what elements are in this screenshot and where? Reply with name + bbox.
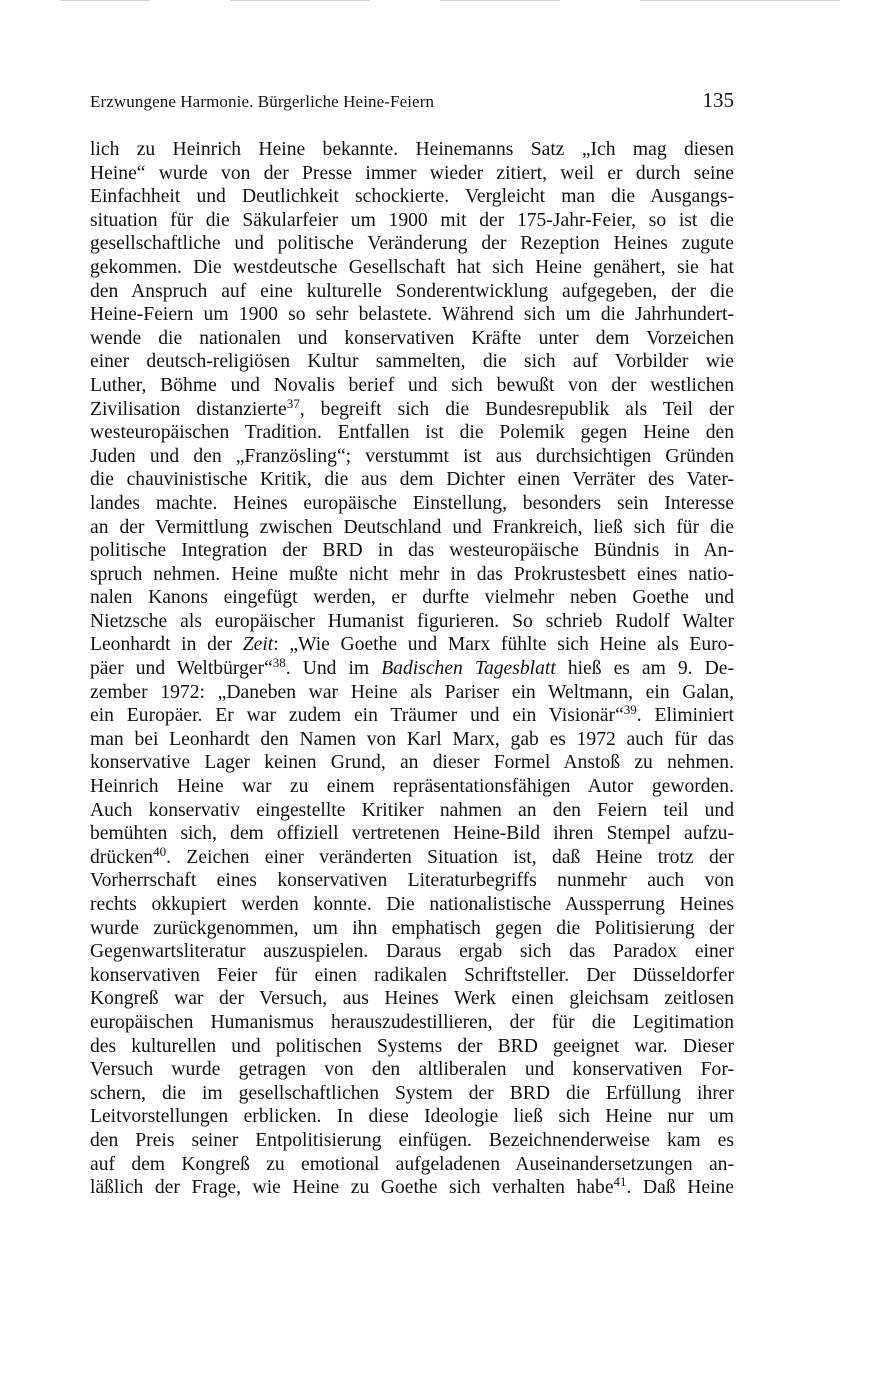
text-line bbox=[90, 704, 734, 728]
text-segment: : „Wie Goethe und Marx fühlte sich Heine als Euro- bbox=[273, 634, 734, 656]
text-segment: Versuch wurde getragen von den altliberalen und konservativen For- bbox=[90, 1059, 734, 1081]
footnote-marker: 40 bbox=[153, 843, 167, 859]
text-line bbox=[90, 633, 734, 657]
text-segment: europäischen Humanismus herauszudestillieren, der für die Legitimation bbox=[90, 1011, 734, 1033]
text-segment: Heine-Feiern um 1900 so sehr belastete. Während sich um die Jahrhundert- bbox=[90, 304, 734, 326]
text-segment: rechts okkupiert werden konnte. Die nationalistische Aussperrung Heines bbox=[90, 894, 734, 915]
text-segment: schern, die im gesellschaftlichen System der BRD die Erfüllung ihrer bbox=[90, 1082, 734, 1104]
text-segment: . Eliminiert bbox=[636, 705, 734, 727]
text-segment: gekommen. Die westdeutsche Gesellschaft hat sich Heine genähert, sie hat bbox=[90, 256, 734, 278]
text-segment: , begreift sich die Bundesrepublik als Teil der bbox=[299, 398, 734, 420]
top-scan-rule bbox=[640, 0, 840, 1]
text-segment: die chauvinistische Kritik, die aus dem Dichter einen Verräter des Vater- bbox=[90, 469, 734, 491]
text-segment: lich zu Heinrich Heine bekannte. Heinemanns Satz „Ich mag diesen bbox=[90, 139, 734, 160]
text-segment: des kulturellen und politischen Systems der BRD geeignet war. Dieser bbox=[90, 1035, 734, 1057]
text-line bbox=[90, 539, 734, 563]
text-line bbox=[90, 395, 734, 422]
footnote-marker: 41 bbox=[613, 1174, 627, 1190]
text-segment: den Preis seiner Entpolitisierung einfügen. Bezeichnenderweise kam es bbox=[90, 1129, 734, 1151]
text-segment: Luther, Böhme und Novalis berief und sich bewußt von der westlichen bbox=[90, 374, 734, 396]
text-line bbox=[90, 374, 734, 398]
text-line bbox=[90, 751, 734, 775]
top-scan-rule bbox=[440, 0, 560, 1]
text-line bbox=[90, 256, 734, 280]
text-line bbox=[90, 987, 734, 1011]
footnote-marker: 39 bbox=[623, 702, 637, 718]
text-segment: ein Europäer. Er war zudem ein Träumer und ein Visionär“ bbox=[90, 705, 624, 727]
text-segment: Auch konservativ eingestellte Kritiker nahmen an den Feiern teil und bbox=[90, 799, 734, 821]
text-line bbox=[90, 1058, 734, 1082]
text-segment: Juden und den „Französling“; verstummt ist aus durchsichtigen Gründen bbox=[90, 445, 734, 467]
text-segment: landes machte. Heines europäische Einstellung, besonders sein Interesse bbox=[90, 492, 734, 514]
text-segment: Leitvorstellungen erblicken. In diese Ideologie ließ sich Heine nur um bbox=[90, 1106, 734, 1128]
body-text bbox=[90, 138, 734, 1200]
text-line bbox=[90, 940, 734, 964]
text-line bbox=[90, 232, 734, 256]
text-line bbox=[90, 327, 734, 351]
text-segment: Nietzsche als europäischer Humanist figurieren. So schrieb Rudolf Walter bbox=[90, 610, 734, 632]
text-segment: drücken bbox=[90, 846, 154, 868]
text-segment: Heinrich Heine war zu einem repräsentationsfähigen Autor geworden. bbox=[90, 776, 734, 798]
text-line bbox=[90, 775, 734, 799]
text-line bbox=[90, 799, 734, 823]
text-segment: den Anspruch auf eine kulturelle Sonderentwicklung aufgegeben, der die bbox=[90, 280, 734, 302]
text-line bbox=[90, 822, 734, 846]
text-line bbox=[90, 964, 734, 988]
text-line bbox=[90, 468, 734, 492]
text-segment: nalen Kanons eingefügt werden, er durfte vielmehr neben Goethe und bbox=[90, 587, 734, 609]
text-segment: einer deutsch-religiösen Kultur sammelten, die sich auf Vorbilder wie bbox=[90, 351, 734, 373]
text-line bbox=[90, 1176, 734, 1200]
text-segment: auf dem Kongreß zu emotional aufgeladenen Auseinandersetzungen an- bbox=[90, 1153, 734, 1175]
text-line bbox=[90, 162, 734, 186]
text-line bbox=[90, 586, 734, 610]
text-line bbox=[90, 138, 734, 162]
text-line bbox=[90, 350, 734, 374]
text-line bbox=[90, 1035, 734, 1059]
text-segment: . Daß Heine bbox=[626, 1177, 735, 1199]
top-scan-rule bbox=[60, 0, 150, 1]
text-segment: konservative Lager keinen Grund, an dieser Formel Anstoß zu nehmen. bbox=[90, 752, 734, 774]
text-segment: spruch nehmen. Heine mußte nicht mehr in das Prokrustesbett eines natio- bbox=[90, 563, 734, 585]
text-segment: päer und Weltbürger“ bbox=[90, 658, 273, 680]
text-line bbox=[90, 280, 734, 304]
text-segment: zember 1972: „Daneben war Heine als Pariser ein Weltmann, ein Galan, bbox=[90, 681, 734, 703]
text-line bbox=[90, 303, 734, 327]
text-line bbox=[90, 610, 734, 634]
text-line bbox=[90, 1153, 734, 1177]
text-line bbox=[90, 445, 734, 469]
text-segment: man bei Leonhardt den Namen von Karl Marx, gab es 1972 auch für das bbox=[90, 728, 734, 750]
text-line bbox=[90, 492, 734, 516]
text-line bbox=[90, 843, 734, 870]
text-segment: . Und im bbox=[285, 658, 382, 680]
text-line bbox=[90, 1011, 734, 1035]
text-segment: Heine“ wurde von der Presse immer wieder zitiert, weil er durch seine bbox=[90, 162, 734, 184]
text-segment: Einfachheit und Deutlichkeit schockierte. Vergleicht man die Ausgangs- bbox=[90, 186, 734, 208]
text-segment: Kongreß war der Versuch, aus Heines Werk einen gleichsam zeitlosen bbox=[90, 988, 734, 1010]
footnote-marker: 37 bbox=[286, 395, 300, 411]
text-line bbox=[90, 1129, 734, 1153]
text-segment: Gegenwartsliteratur auszuspielen. Daraus ergab sich das Paradox einer bbox=[90, 941, 734, 963]
text-line bbox=[90, 563, 734, 587]
text-line bbox=[90, 421, 734, 445]
text-segment: Vorherrschaft eines konservativen Literaturbegriffs nunmehr auch von bbox=[90, 870, 734, 892]
text-line bbox=[90, 185, 734, 209]
footnote-marker: 38 bbox=[272, 655, 286, 671]
italic-title: Zeit bbox=[242, 634, 274, 656]
text-line bbox=[90, 869, 734, 893]
text-segment: gesellschaftliche und politische Veränderung der Rezeption Heines zugute bbox=[90, 233, 734, 255]
text-segment: bemühten sich, dem offiziell vertretenen Heine-Bild ihren Stempel aufzu- bbox=[90, 823, 734, 845]
text-segment: hieß es am 9. De- bbox=[555, 658, 734, 680]
text-segment: Zivilisation distanzierte bbox=[90, 398, 287, 420]
top-scan-rule bbox=[230, 0, 370, 1]
text-segment: läßlich der Frage, wie Heine zu Goethe sich verhalten habe bbox=[90, 1177, 614, 1199]
italic-title: Badischen Tagesblatt bbox=[381, 658, 556, 680]
text-segment: situation für die Säkularfeier um 1900 mit der 175-Jahr-Feier, so ist die bbox=[90, 209, 734, 231]
text-segment: . Zeichen einer veränderten Situation ist, daß Heine trotz der bbox=[166, 846, 734, 868]
text-line bbox=[90, 209, 734, 233]
text-segment: Leonhardt in der bbox=[90, 634, 243, 656]
text-segment: wende die nationalen und konservativen Kräfte unter dem Vorzeichen bbox=[90, 327, 734, 349]
running-head: Erzwungene Harmonie. Bürgerliche Heine-Feiern bbox=[90, 92, 435, 111]
page-header bbox=[90, 88, 734, 118]
text-segment: an der Vermittlung zwischen Deutschland und Frankreich, ließ sich für die bbox=[90, 516, 734, 538]
page-number: 135 bbox=[702, 88, 734, 112]
text-line bbox=[90, 917, 734, 941]
text-segment: wurde zurückgenommen, um ihn emphatisch gegen die Politisierung der bbox=[90, 917, 734, 939]
text-line bbox=[90, 1082, 734, 1106]
text-segment: konservativen Feier für einen radikalen Schriftsteller. Der Düsseldorfer bbox=[90, 964, 734, 986]
text-line bbox=[90, 1105, 734, 1129]
text-line bbox=[90, 893, 734, 917]
text-segment: politische Integration der BRD in das westeuropäische Bündnis in An- bbox=[90, 540, 734, 562]
text-line bbox=[90, 728, 734, 752]
text-line bbox=[90, 681, 734, 705]
text-line bbox=[90, 657, 734, 681]
text-segment: westeuropäischen Tradition. Entfallen ist die Polemik gegen Heine den bbox=[90, 422, 734, 444]
text-line bbox=[90, 516, 734, 540]
